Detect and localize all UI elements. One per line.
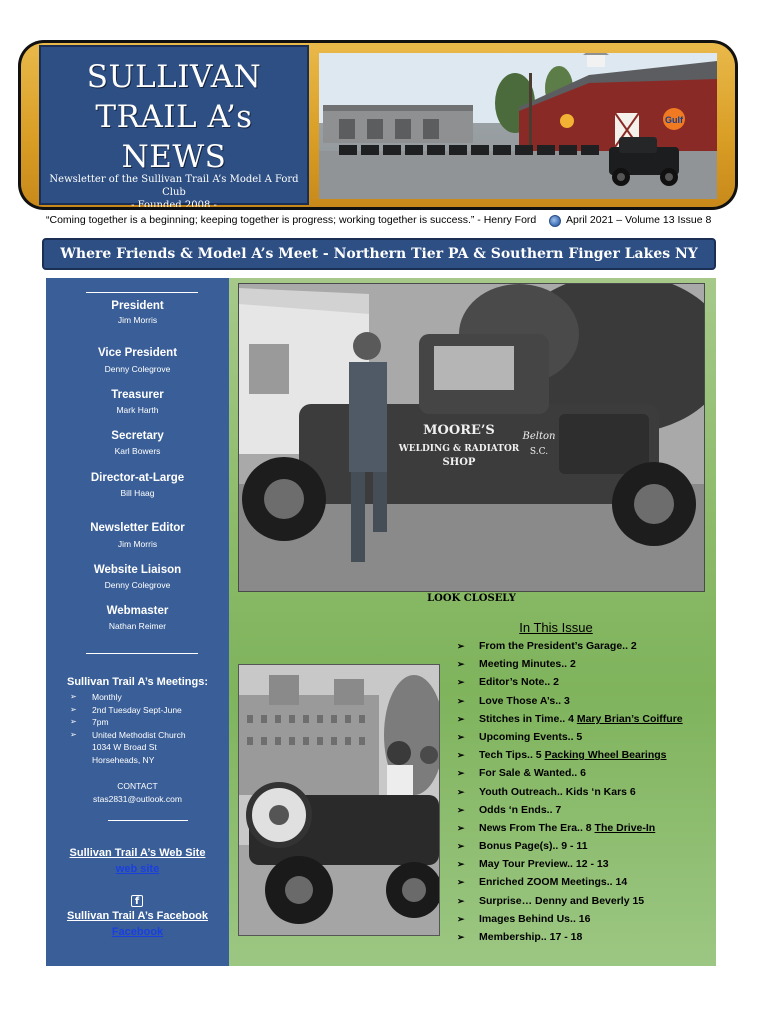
main-content: [229, 278, 716, 966]
toc-item[interactable]: ➢ For Sale & Wanted.. 6: [457, 764, 712, 782]
roadster-illustration: [239, 665, 440, 936]
title-line-2: TRAIL A’s: [95, 99, 253, 135]
toc-item[interactable]: ➢ Odds ‘n Ends.. 7: [457, 801, 712, 819]
facebook-heading[interactable]: Sullivan Trail A’s Facebook: [66, 910, 208, 922]
masthead-gold-frame: [21, 43, 735, 207]
officer-name-treasurer: Mark Harth: [116, 405, 159, 415]
moores-sign-line-2: WELDING & RADIATOR: [398, 444, 520, 454]
facebook-link[interactable]: Facebook: [111, 926, 164, 938]
arrow-bullet-icon: ➢: [457, 804, 465, 815]
toc-item[interactable]: ➢ From the President’s Garage.. 2: [457, 637, 712, 655]
gulf-station-illustration: [319, 53, 717, 199]
photo-caption: LOOK CLOSELY: [427, 593, 516, 604]
toc-link[interactable]: Packing Wheel Bearings: [544, 749, 667, 762]
meeting-item: ➢ Monthly: [70, 692, 122, 702]
arrow-bullet-icon: ➢: [457, 786, 465, 797]
arrow-bullet-icon: ➢: [457, 659, 465, 670]
toc-item[interactable]: ➢ Images Behind Us.. 16: [457, 910, 712, 928]
tagline-bar: Where Friends & Model A’s Meet - Northern Tier PA & Southern Finger Lakes NY: [42, 238, 716, 270]
title-line-1: SULLIVAN: [86, 59, 262, 95]
arrow-bullet-icon: ➢: [457, 750, 465, 761]
arrow-bullet-icon: ➢: [70, 717, 77, 726]
arrow-bullet-icon: ➢: [457, 895, 465, 906]
toc-item[interactable]: ➢ Enriched ZOOM Meetings.. 14: [457, 873, 712, 891]
newsletter-title: [41, 57, 307, 177]
toc-item[interactable]: ➢ Meeting Minutes.. 2: [457, 655, 712, 673]
toc-link[interactable]: Mary Brian’s Coiffure: [576, 712, 683, 725]
arrow-bullet-icon: ➢: [70, 704, 77, 714]
belton-sign-line-1: Belton: [522, 431, 556, 442]
officer-name-director: Bill Haag: [120, 488, 155, 498]
newsletter-subtitle: [41, 173, 307, 207]
issue-date: April 2021 – Volume 13 Issue 8: [566, 214, 712, 226]
website-heading[interactable]: Sullivan Trail A’s Web Site: [69, 847, 206, 859]
officer-title-director: Director-at-Large: [90, 472, 185, 484]
arrow-bullet-icon: ➢: [457, 641, 465, 651]
sidebar-divider-bottom: [108, 820, 188, 821]
toc-item[interactable]: ➢ Stitches in Time.. 4 Mary Brian’s Coiffure: [457, 710, 712, 728]
quote-line: [46, 214, 716, 230]
toc-item[interactable]: ➢ Surprise… Denny and Beverly 15: [457, 892, 712, 910]
arrow-bullet-icon: ➢: [457, 768, 465, 779]
sidebar-divider-top: [86, 292, 198, 293]
arrow-bullet-icon: ➢: [457, 913, 465, 924]
officer-name-website-liaison: Denny Colegrove: [104, 580, 171, 590]
officer-title-newsletter-editor: Newsletter Editor: [90, 522, 185, 534]
moores-sign-line-1: MOORE’S: [423, 423, 495, 438]
officer-name-president: Jim Morris: [117, 315, 158, 325]
sidebar-divider-middle: [86, 653, 198, 654]
meeting-address-line: Horseheads, NY: [92, 754, 155, 765]
contact-email[interactable]: stas2831@outlook.com: [93, 793, 182, 804]
officer-title-secretary: Secretary: [111, 430, 164, 442]
hotel-roadster-photo: [238, 664, 440, 936]
arrow-bullet-icon: ➢: [457, 731, 465, 742]
title-line-3: NEWS: [121, 139, 227, 175]
masthead-banner: [18, 40, 738, 210]
toc-item[interactable]: ➢ Love Those A’s.. 3: [457, 692, 712, 710]
meeting-address-line: 1034 W Broad St: [92, 742, 157, 752]
meetings-heading: Sullivan Trail A’s Meetings:: [66, 676, 208, 688]
title-box: [39, 45, 309, 205]
toc-item[interactable]: ➢ Bonus Page(s).. 9 - 11: [457, 837, 712, 855]
officer-name-secretary: Karl Bowers: [114, 446, 161, 456]
toc-item[interactable]: ➢ Upcoming Events.. 5: [457, 728, 712, 746]
meeting-details: [70, 691, 220, 766]
in-this-issue-heading: In This Issue: [519, 620, 593, 635]
officer-title-president: President: [111, 300, 164, 312]
contact-block: [46, 780, 229, 805]
arrow-bullet-icon: ➢: [457, 841, 465, 852]
officer-name-webmaster: Nathan Reimer: [108, 621, 167, 631]
toc-item[interactable]: ➢ News From The Era.. 8 The Drive-In: [457, 819, 712, 837]
gulf-station-photo: [319, 53, 717, 199]
arrow-bullet-icon: ➢: [457, 822, 465, 833]
table-of-contents: [457, 637, 712, 946]
arrow-bullet-icon: ➢: [457, 695, 465, 706]
toc-item[interactable]: ➢ Youth Outreach.. Kids ‘n Kars 6: [457, 783, 712, 801]
arrow-bullet-icon: ➢: [457, 859, 465, 870]
subtitle-line-2: - Founded 2008 -: [131, 200, 217, 207]
arrow-bullet-icon: ➢: [457, 677, 465, 688]
moores-sign-line-3: SHOP: [442, 457, 476, 468]
gulf-sign-text: Gulf: [665, 115, 683, 125]
arrow-bullet-icon: ➢: [70, 729, 77, 739]
toc-item[interactable]: ➢ Tech Tips.. 5 Packing Wheel Bearings: [457, 746, 712, 764]
sidebar: [46, 278, 229, 966]
henry-ford-quote: “Coming together is a beginning; keeping together is progress; working together is success.” - Henry Ford: [46, 214, 537, 226]
officer-title-webmaster: Webmaster: [106, 605, 169, 617]
blue-bullet-icon: [549, 215, 561, 227]
arrow-bullet-icon: ➢: [457, 713, 465, 724]
officer-title-treasurer: Treasurer: [111, 389, 164, 401]
officer-name-vice-president: Denny Colegrove: [104, 364, 171, 374]
toc-link[interactable]: The Drive-In: [594, 821, 656, 834]
truck-illustration: [239, 284, 705, 592]
contact-label: CONTACT: [117, 781, 158, 791]
toc-item[interactable]: ➢ Membership.. 17 - 18: [457, 928, 712, 946]
subtitle-line-1: Newsletter of the Sullivan Trail A’s Model A Ford Club: [49, 174, 299, 198]
arrow-bullet-icon: ➢: [70, 692, 77, 701]
toc-item[interactable]: ➢ May Tour Preview.. 12 - 13: [457, 855, 712, 873]
officer-name-newsletter-editor: Jim Morris: [117, 539, 158, 549]
officer-title-vice-president: Vice President: [97, 347, 178, 359]
meeting-item: ➢ United Methodist Church: [70, 729, 186, 740]
belton-sign-line-2: S.C.: [529, 447, 549, 457]
moores-shop-truck-photo: [238, 283, 705, 592]
website-link[interactable]: web site: [115, 863, 160, 875]
arrow-bullet-icon: ➢: [457, 932, 465, 942]
officer-title-website-liaison: Website Liaison: [93, 564, 182, 576]
meeting-item: ➢ 2nd Tuesday Sept-June: [70, 704, 182, 715]
facebook-icon[interactable]: f: [131, 895, 143, 907]
arrow-bullet-icon: ➢: [457, 877, 465, 888]
meeting-item: ➢ 7pm: [70, 717, 109, 727]
toc-item[interactable]: ➢ Editor’s Note.. 2: [457, 673, 712, 691]
